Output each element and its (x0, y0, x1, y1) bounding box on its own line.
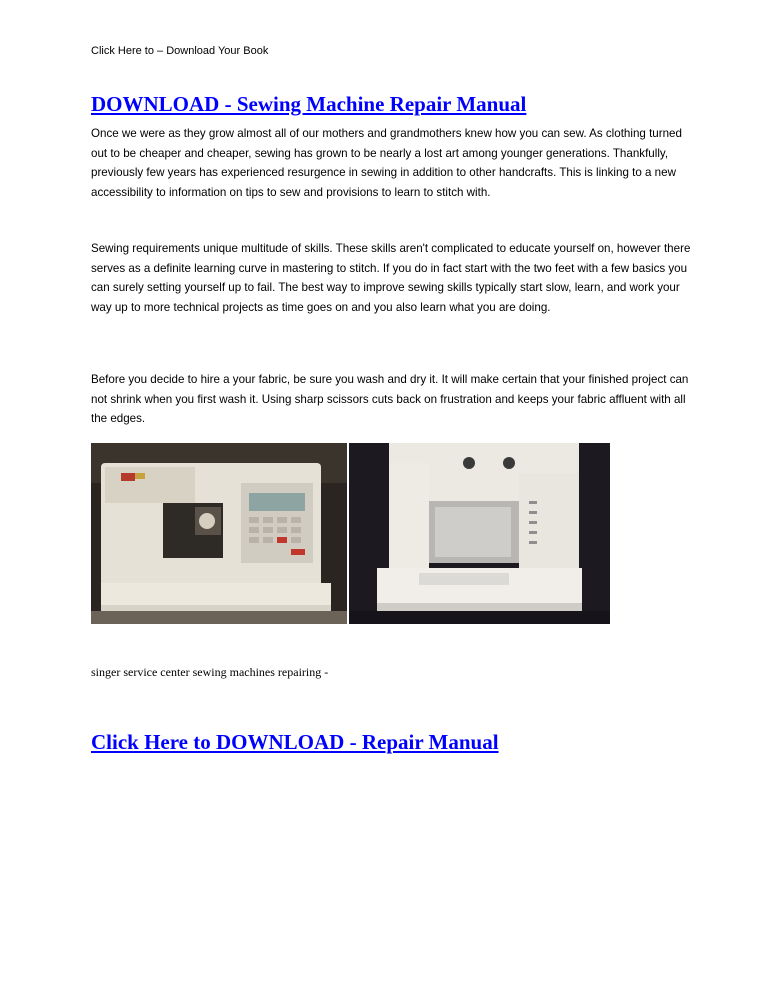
article-title-link[interactable]: DOWNLOAD - Sewing Machine Repair Manual (91, 92, 527, 116)
paragraph-intro: Once we were as they grow almost all of our mothers and grandmothers knew how you can sew. As clothing turned out to be cheaper and cheaper, sewing has grown to be nearly a lost art among younger generations. Thankfully, previously few years has experienced resurgence in sewing in addition to other handcrafts. This is linking to a new accessibility to information on tips to sew and provisions to learn to stitch with. (91, 127, 682, 199)
paragraph-fabric: Before you decide to hire a your fabric, be sure you wash and dry it. It will make certain that your finished project can not shrink when you first wash it. Using sharp scissors cuts back on frustration and keeps your fabric affluent with all the edges. (91, 373, 689, 426)
download-book-header-link[interactable]: Click Here to – Download Your Book (91, 45, 269, 57)
download-repair-manual-link[interactable]: Click Here to DOWNLOAD - Repair Manual (91, 730, 499, 754)
photo-caption: singer service center sewing machines repairing - (91, 665, 329, 679)
paragraph-skills: Sewing requirements unique multitude of skills. These skills aren't complicated to educate yourself on, however there serves as a definite learning curve in mastering to stitch. If you do in fact start with the two feet with a few basics you can surely setting yourself up to fail. The best way to improve sewing skills typically start slow, learn, and work your way up to more technical projects as time goes on and you also learn what you are doing. (91, 242, 691, 314)
sewing-machine-photo-right (349, 443, 610, 624)
sewing-machine-photo-left (91, 443, 347, 624)
sewing-machine-photos (91, 443, 610, 624)
